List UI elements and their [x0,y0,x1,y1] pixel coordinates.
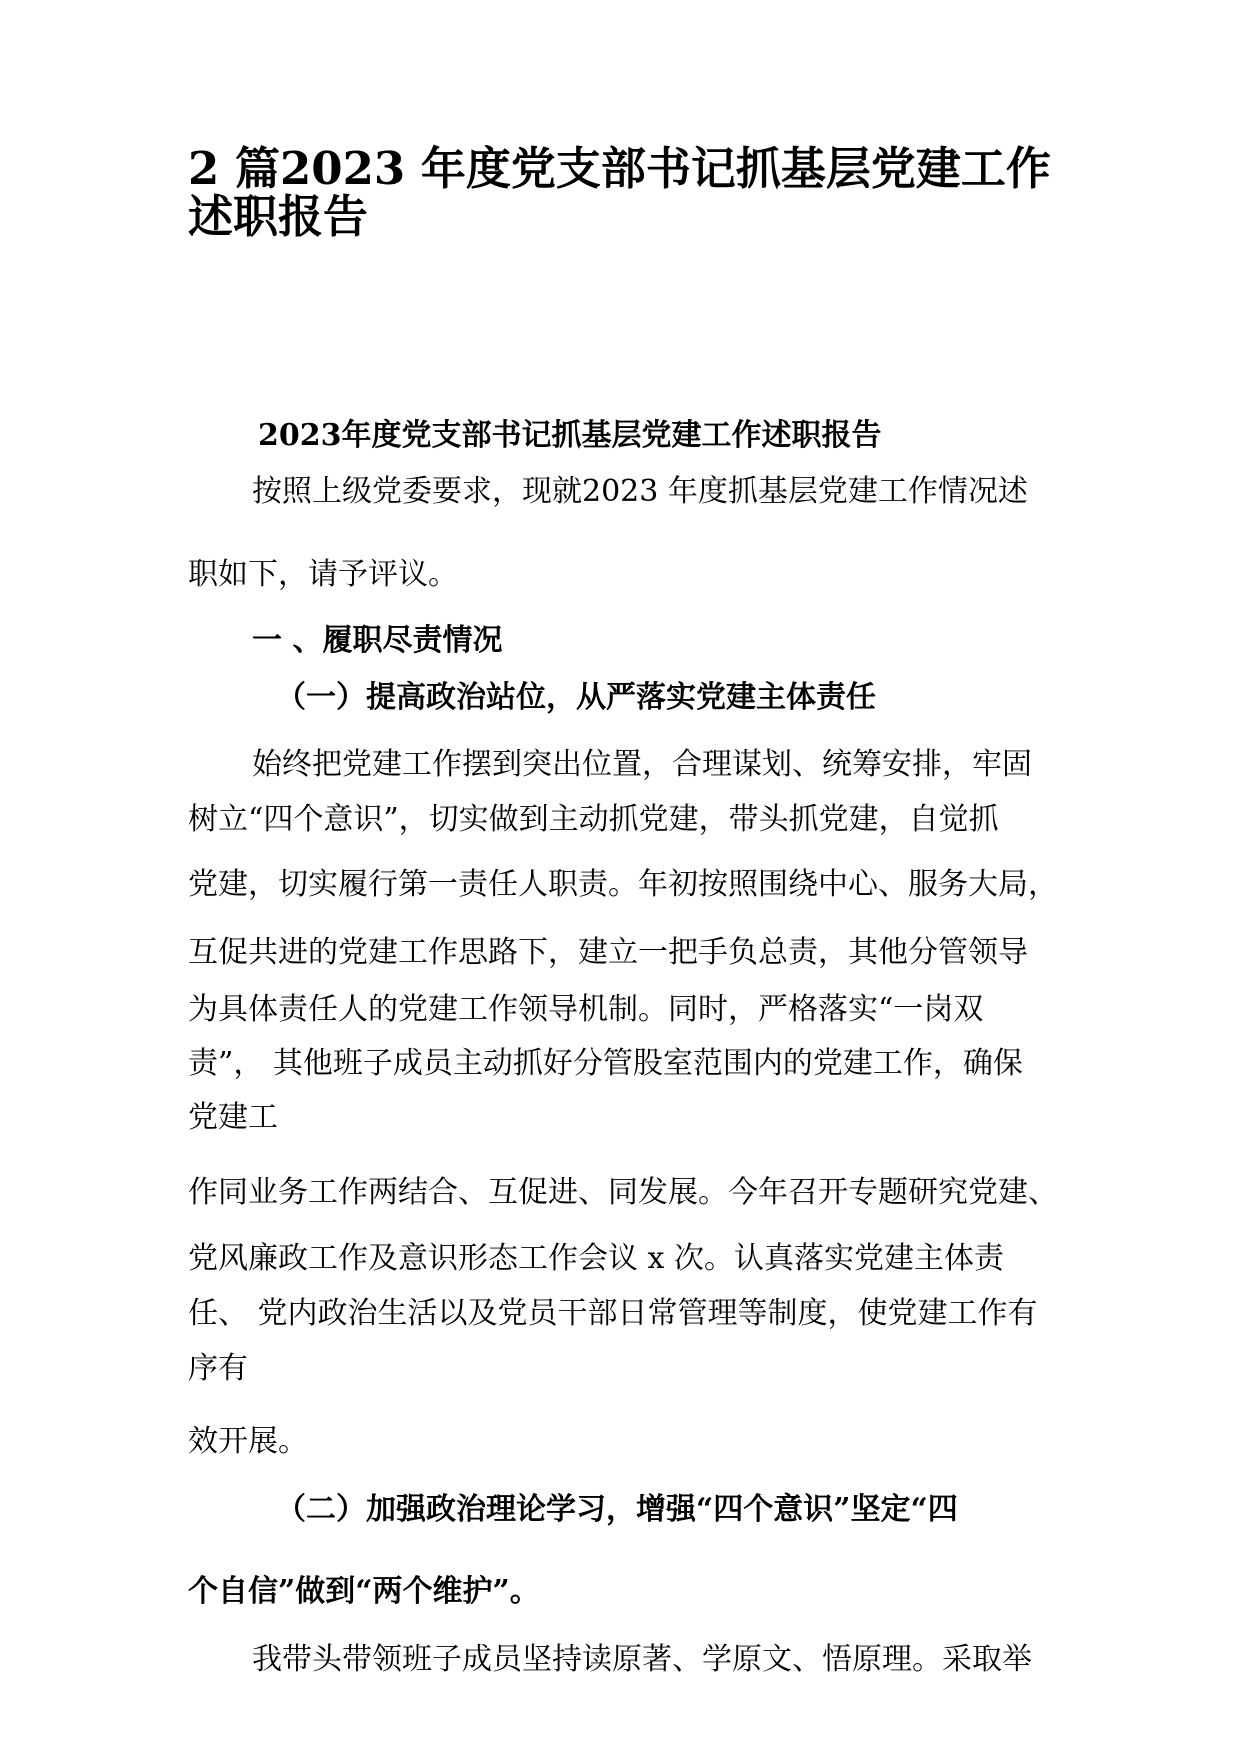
document-title-line-1: 2 篇2023 年度党支部书记抓基层党建工作 [188,142,1051,195]
paragraph-line: 党建，切实履行第一责任人职责。年初按照围绕中心、服务大局， [188,867,1058,902]
paragraph-line: 职如下，请予评议。 [188,557,458,592]
paragraph-line: 责”， 其他班子成员主动抓好分管股室范围内的党建工作，确保 [188,1046,1023,1081]
paragraph-line: 树立“四个意识”，切实做到主动抓党建，带头抓党建，自觉抓 [188,802,999,837]
paragraph-line: 党建工 [188,1100,278,1135]
paragraph-line: 作同业务工作两结合、互促进、同发展。今年召开专题研究党建、 [188,1175,1058,1210]
paragraph-line: 按照上级党委要求，现就2023 年度抓基层党建工作情况述 [252,474,1028,509]
paragraph-line: 党风廉政工作及意识形态工作会议 x 次。认真落实党建主体责 [188,1241,1004,1276]
paragraph-line: 我带头带领班子成员坚持读原著、学原文、悟原理。采取举 [252,1642,1032,1677]
paragraph-line: 互促共进的党建工作思路下，建立一把手负总责，其他分管领导 [188,935,1028,970]
subsection-heading-2-continued: 个自信”做到“两个维护”。 [188,1574,540,1609]
paragraph-line: 任、 党内政治生活以及党员干部日常管理等制度，使党建工作有 [188,1296,1038,1331]
paragraph-line: 为具体责任人的党建工作领导机制。同时，严格落实“一岗双 [188,992,984,1027]
paragraph-line: 始终把党建工作摆到突出位置，合理谋划、统筹安排，牢固 [252,747,1032,782]
section-heading-1: 一 、履职尽责情况 [252,623,503,658]
subsection-heading-2: （二）加强政治理论学习，增强“四个意识”坚定“四 [276,1492,958,1527]
report-subtitle: 2023年度党支部书记抓基层党建工作述职报告 [258,418,882,453]
subsection-heading-1: （一）提高政治站位，从严落实党建主体责任 [276,680,876,715]
document-title-line-2: 述职报告 [188,190,369,243]
paragraph-line: 序有 [188,1351,248,1386]
paragraph-line: 效开展。 [188,1424,308,1459]
